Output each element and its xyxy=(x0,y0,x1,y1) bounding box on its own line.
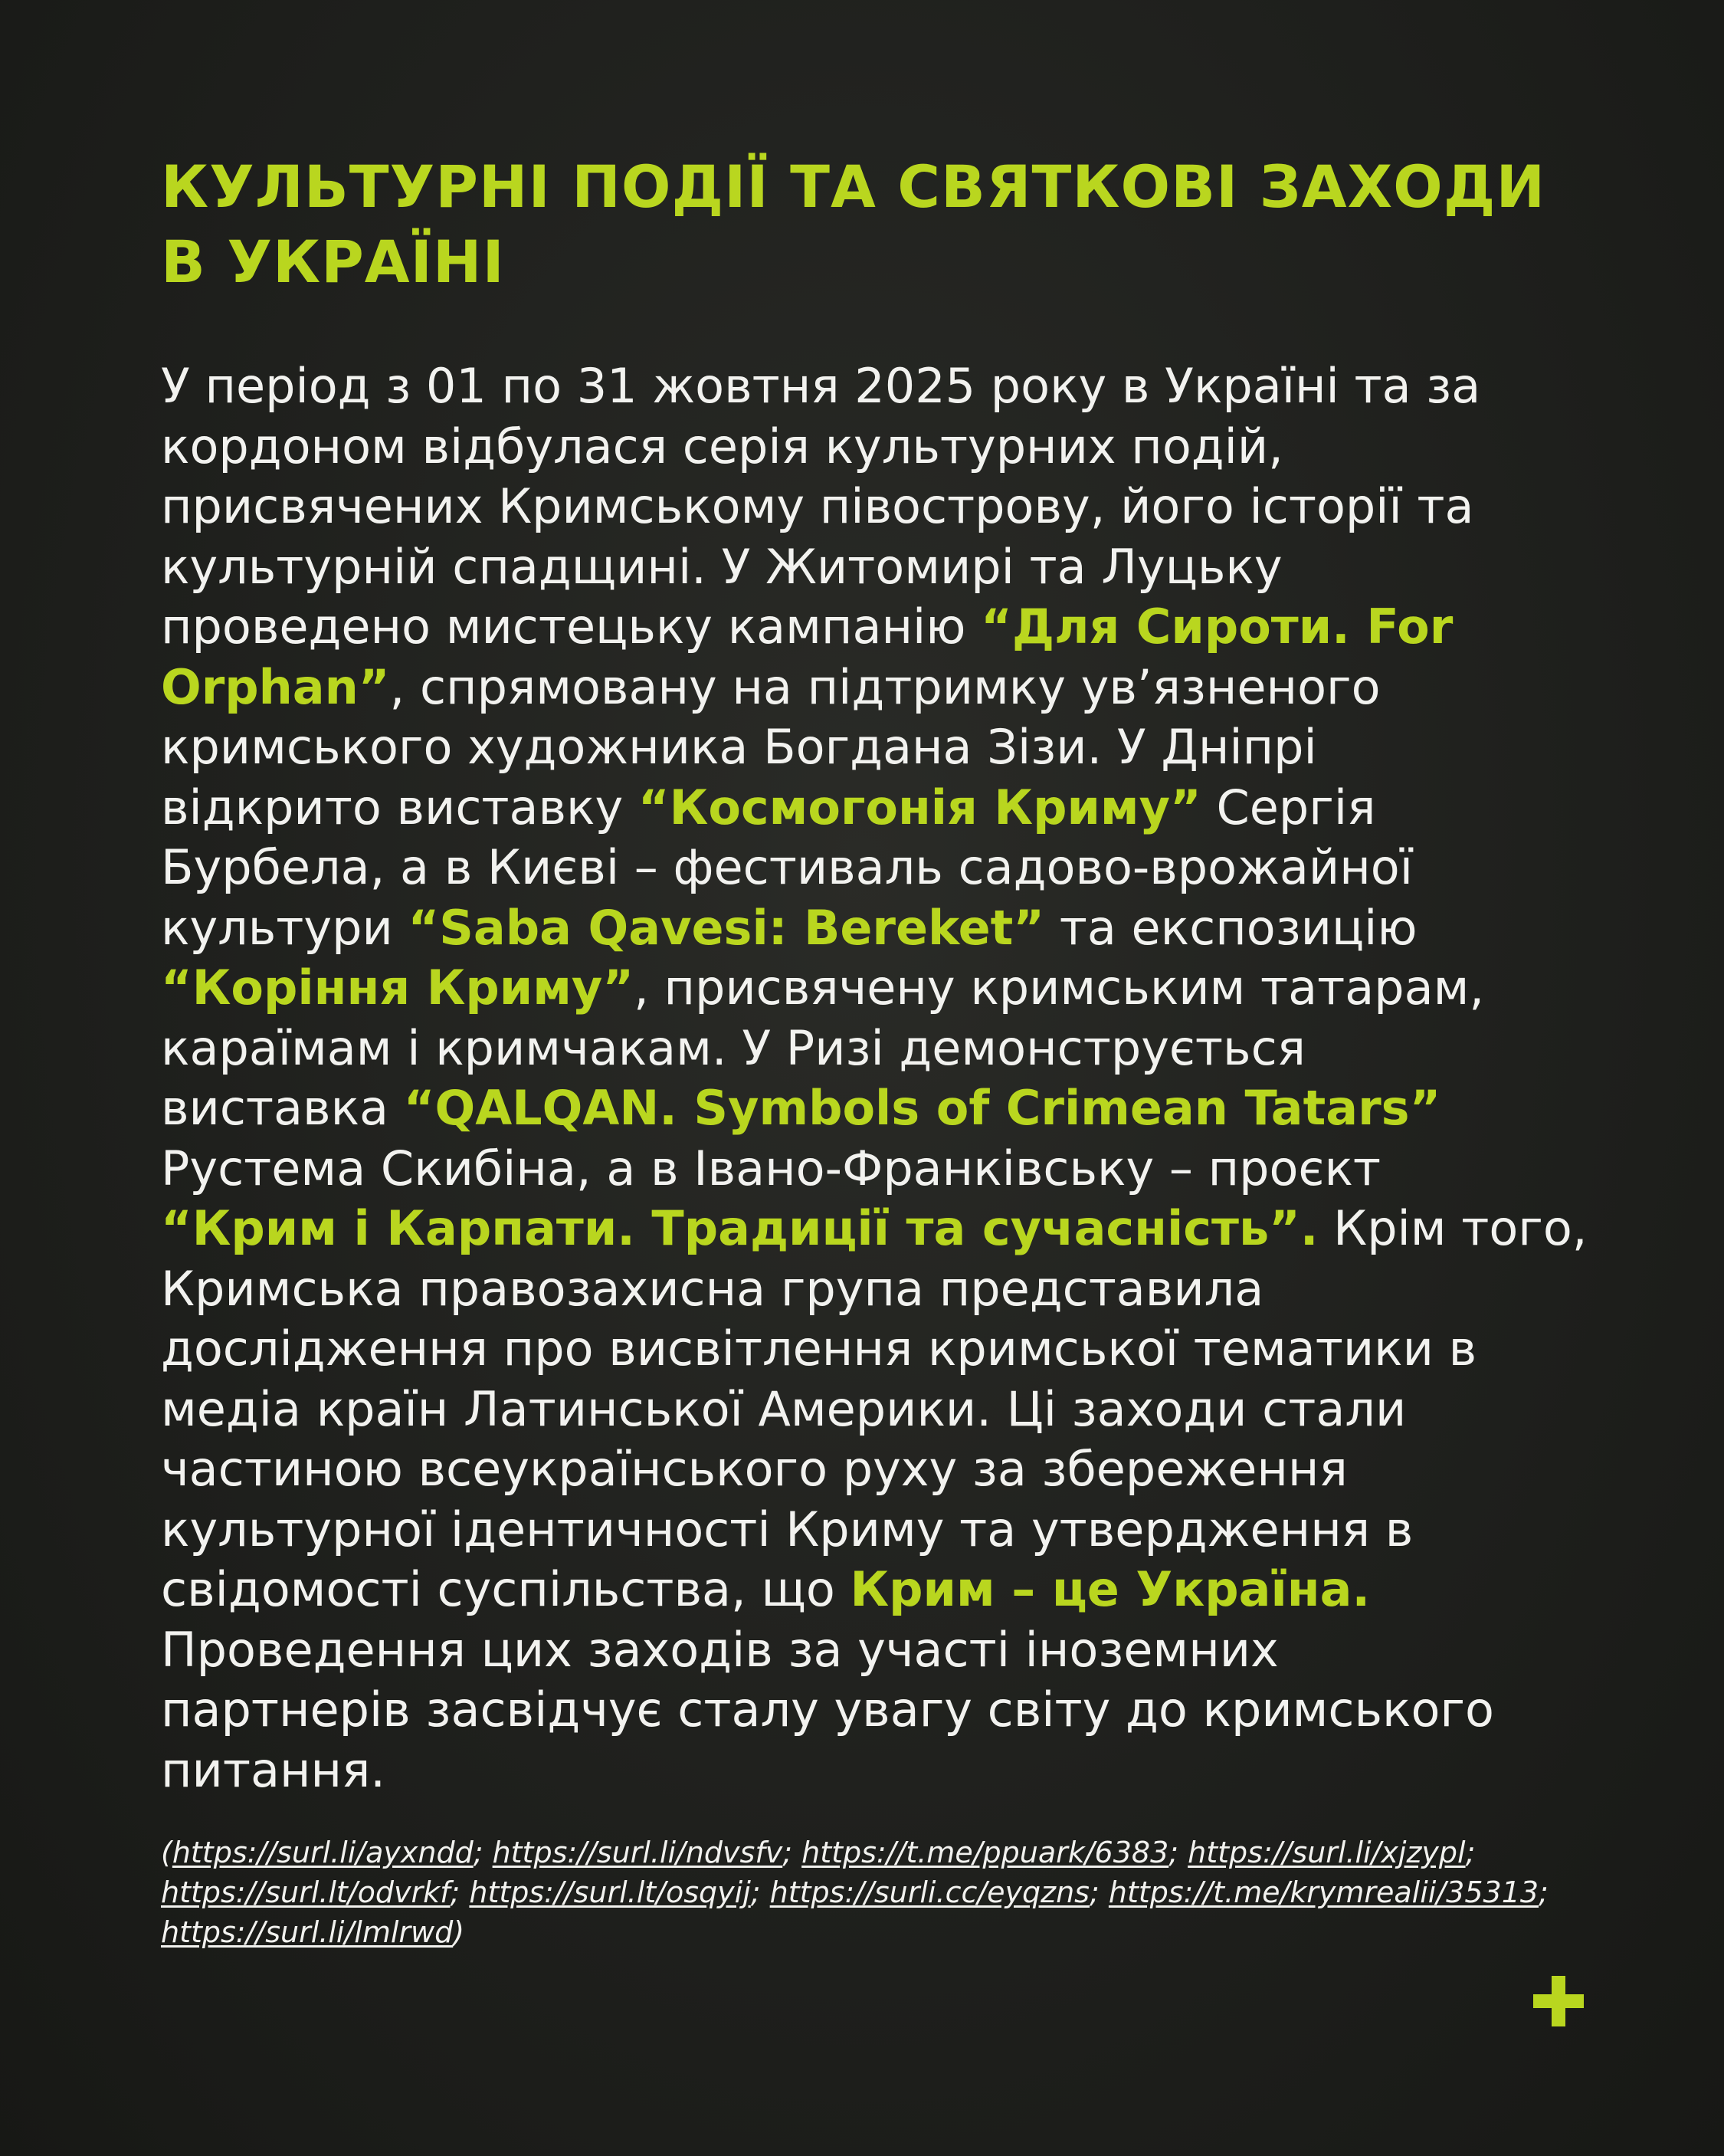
body-line: кордоном відбулася серія культурних подій, xyxy=(161,418,1283,474)
sources-separator: ; xyxy=(1089,1875,1109,1909)
body-text-segment: свідомості суспільства, що xyxy=(161,1561,851,1617)
source-link[interactable]: https://surl.lt/odvrkf xyxy=(161,1875,451,1909)
sources-close-paren: ) xyxy=(453,1915,465,1949)
page-content xyxy=(161,149,1617,1952)
source-link[interactable]: https://surl.li/xjzypl xyxy=(1188,1836,1466,1869)
source-link[interactable]: https://surl.li/ayxndd xyxy=(172,1836,474,1869)
body-line xyxy=(161,597,1617,658)
sources-separator: ; xyxy=(1465,1836,1476,1869)
body-line: культурної ідентичності Криму та утвердження в xyxy=(161,1501,1414,1557)
source-link[interactable]: https://surli.cc/eyqzns xyxy=(769,1875,1090,1909)
body-line: культурній спадщині. У Житомирі та Луцьку xyxy=(161,538,1283,595)
body-line: питання. xyxy=(161,1741,386,1798)
title-line-2: В УКРАЇНІ xyxy=(161,228,505,296)
body-line xyxy=(161,658,1617,718)
body-line: присвячених Кримському півострову, його історії та xyxy=(161,478,1474,534)
sources-line xyxy=(161,1872,1617,1912)
body-text-segment: Крім того, xyxy=(1318,1200,1588,1256)
body-line xyxy=(161,1078,1617,1139)
body-line: Бурбела, а в Києві – фестиваль садово-врожайної xyxy=(161,839,1413,895)
sources-separator: ; xyxy=(750,1875,770,1909)
source-link[interactable]: https://surl.lt/osqyij xyxy=(469,1875,751,1909)
body-line xyxy=(161,1560,1617,1620)
page-title xyxy=(161,149,1617,300)
sources-separator: ; xyxy=(1168,1836,1188,1869)
body-line xyxy=(161,898,1617,959)
highlight-exhibition-qalqan: “QALQAN. Symbols of Crimean Tatars” xyxy=(403,1080,1441,1136)
source-link[interactable]: https://surl.li/lmlrwd xyxy=(161,1915,454,1949)
sources-separator: ; xyxy=(1539,1875,1549,1909)
sources-line xyxy=(161,1912,1617,1952)
sources-separator: ; xyxy=(450,1875,470,1909)
source-link[interactable]: https://t.me/ppuark/6383 xyxy=(801,1836,1169,1869)
body-line: Проведення цих заходів за участі іноземних xyxy=(161,1621,1279,1678)
plus-icon xyxy=(1533,1976,1584,2026)
body-line xyxy=(161,778,1617,838)
body-text-segment: , спрямовану на підтримку ув’язненого xyxy=(389,658,1381,715)
body-text-segment: відкрито виставку xyxy=(161,779,638,835)
body-line xyxy=(161,1199,1617,1259)
body-paragraph xyxy=(161,356,1617,1800)
body-line: У період з 01 по 31 жовтня 2025 року в Україні та за xyxy=(161,358,1481,414)
body-text-segment: , присвячену кримським татарам, xyxy=(634,960,1485,1016)
highlight-exhibition-cosmogony: “Космогонія Криму” xyxy=(637,779,1201,835)
highlight-campaign-name: “Для Сироти. For xyxy=(981,599,1454,655)
body-line: дослідження про висвітлення кримської тематики в xyxy=(161,1321,1477,1377)
sources-open-paren: ( xyxy=(161,1836,172,1869)
body-line: Кримська правозахисна група представила xyxy=(161,1260,1264,1317)
body-line: караїмам і кримчакам. У Ризі демонструється xyxy=(161,1019,1306,1076)
highlight-project-crimea-carpathians: “Крим і Карпати. Традиції та сучасність”. xyxy=(161,1200,1319,1256)
highlight-campaign-name-end: Orphan” xyxy=(161,658,390,715)
sources-separator: ; xyxy=(782,1836,802,1869)
body-line: кримського художника Богдана Зізи. У Дніпрі xyxy=(161,719,1317,775)
title-line-1: КУЛЬТУРНІ ПОДІЇ ТА СВЯТКОВІ ЗАХОДИ xyxy=(161,153,1546,221)
body-line: медіа країн Латинської Америки. Ці заходи стали xyxy=(161,1380,1407,1437)
body-line xyxy=(161,958,1617,1019)
body-line: Рустема Скибіна, а в Івано-Франківську – проєкт xyxy=(161,1140,1381,1196)
body-text-segment: культури xyxy=(161,899,408,956)
body-text-segment: Сергія xyxy=(1201,779,1376,835)
body-line: партнерів засвідчує сталу увагу світу до кримського xyxy=(161,1682,1494,1738)
sources-line xyxy=(161,1833,1617,1872)
sources-separator: ; xyxy=(473,1836,493,1869)
highlight-festival-saba-qavesi: “Saba Qavesi: Bereket” xyxy=(408,899,1045,956)
highlight-crimea-is-ukraine: Крим – це Україна. xyxy=(850,1561,1371,1617)
body-text-segment: виставка xyxy=(161,1080,404,1136)
body-text-segment: проведено мистецьку кампанію xyxy=(161,599,982,655)
source-link[interactable]: https://t.me/krymrealii/35313 xyxy=(1108,1875,1539,1909)
highlight-exposition-roots: “Коріння Криму” xyxy=(161,960,634,1016)
source-link[interactable]: https://surl.li/ndvsfv xyxy=(492,1836,783,1869)
sources-list xyxy=(161,1833,1617,1952)
body-line: частиною всеукраїнського руху за збереження xyxy=(161,1441,1348,1497)
body-text-segment: та експозицію xyxy=(1044,899,1418,956)
